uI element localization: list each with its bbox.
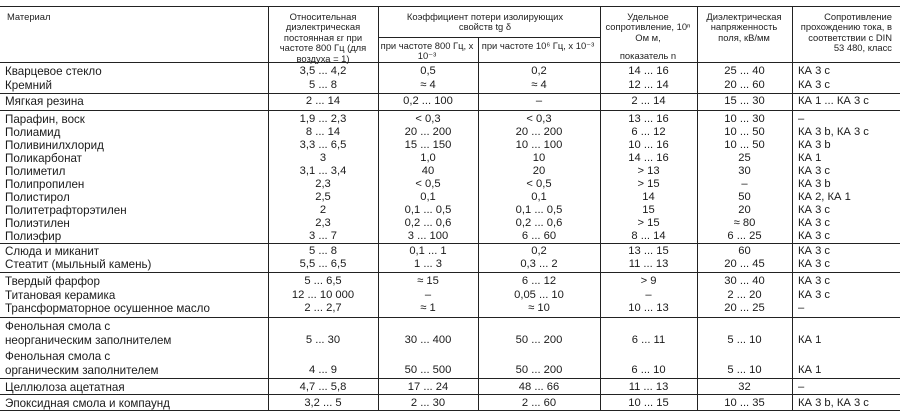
cell-loss1e6: 6 ... 60 xyxy=(521,230,557,242)
cell-strength: 60 xyxy=(738,245,751,257)
cell-permittivity: 3 ... 7 xyxy=(309,230,337,242)
cell-permittivity: 8 ... 14 xyxy=(305,126,341,138)
row-divider xyxy=(0,272,900,273)
cell-strength: 20 ... 45 xyxy=(724,258,765,270)
cell-material: Фенольная смола с xyxy=(5,350,111,363)
cell-resistivity: 12 ... 14 xyxy=(628,79,669,91)
cell-material: Парафин, воск xyxy=(5,113,85,126)
cell-permittivity: 3 xyxy=(319,152,327,164)
cell-resistivity: > 9 xyxy=(640,275,657,287)
cell-resistivity: 10 ... 15 xyxy=(628,397,669,409)
cell-loss1e6: 2 ... 60 xyxy=(521,397,557,409)
cell-material: Фенольная смола с xyxy=(5,320,111,333)
cell-material: Титановая керамика xyxy=(5,289,116,302)
cell-resistivity: – xyxy=(645,289,652,301)
cell-loss1e6: – xyxy=(535,95,543,107)
cell-strength: 20 ... 25 xyxy=(724,302,765,314)
cell-loss1e6: 20 xyxy=(532,165,546,177)
cell-loss1e6: 0,2 xyxy=(531,245,547,257)
cell-loss1e6: 20 ... 200 xyxy=(515,126,563,138)
cell-resistivity: 8 ... 14 xyxy=(631,230,666,242)
cell-loss800: – xyxy=(424,289,432,301)
cell-material: Мягкая резина xyxy=(5,95,84,108)
cell-strength: ≈ 80 xyxy=(733,217,756,229)
row-divider xyxy=(0,93,900,94)
cell-permittivity: 2 xyxy=(319,204,327,216)
cell-material: органическим заполнителем xyxy=(5,364,159,377)
cell-material: Слюда и миканит xyxy=(5,245,100,258)
cell-tracking: КА 1 xyxy=(798,334,822,346)
cell-material: Кварцевое стекло xyxy=(5,65,102,78)
column-divider xyxy=(378,6,379,410)
cell-loss800: 1 ... 3 xyxy=(414,258,442,270)
cell-tracking: КА 3 b, КА 3 с xyxy=(798,126,869,138)
column-divider xyxy=(697,6,698,410)
header-strength: Диэлектрическая напряженность поля, кВ/мм xyxy=(706,11,782,43)
cell-tracking: КА 2, КА 1 xyxy=(798,191,851,203)
cell-loss800: 0,1 ... 1 xyxy=(409,245,447,257)
cell-loss800: 50 ... 500 xyxy=(404,364,452,376)
cell-material: Полистирол xyxy=(5,191,70,204)
cell-tracking: КА 3 с xyxy=(798,230,831,242)
cell-strength: 6 ... 25 xyxy=(727,230,762,242)
cell-permittivity: 4,7 ... 5,8 xyxy=(299,381,347,393)
cell-loss800: 0,2 ... 0,6 xyxy=(404,217,452,229)
cell-strength: 15 ... 30 xyxy=(724,95,765,107)
cell-material: Полиэтилен xyxy=(5,217,70,230)
cell-strength: 20 ... 60 xyxy=(724,79,765,91)
cell-permittivity: 2,3 xyxy=(315,217,331,229)
cell-resistivity: 13 ... 16 xyxy=(628,113,669,125)
cell-loss1e6: 0,3 ... 2 xyxy=(520,258,558,270)
cell-permittivity: 3,1 ... 3,4 xyxy=(299,165,347,177)
cell-material: Полипропилен xyxy=(5,178,85,191)
cell-material: неорганическим заполнителем xyxy=(5,334,172,347)
cell-resistivity: 14 ... 16 xyxy=(628,65,669,77)
cell-material: Полиамид xyxy=(5,126,61,139)
cell-tracking: – xyxy=(798,381,805,393)
cell-loss800: 0,2 ... 100 xyxy=(403,95,453,107)
cell-strength: 20 xyxy=(738,204,751,216)
cell-loss1e6: 10 xyxy=(532,152,546,164)
cell-tracking: – xyxy=(798,113,805,125)
cell-loss800: 0,1 xyxy=(420,191,436,203)
cell-material: Трансформаторное осушенное масло xyxy=(5,302,210,315)
cell-loss1e6: 0,2 ... 0,6 xyxy=(515,217,563,229)
column-divider xyxy=(478,37,479,410)
cell-tracking: КА 1 ... КА 3 с xyxy=(798,95,869,107)
row-divider xyxy=(0,317,900,318)
cell-loss800: 20 ... 200 xyxy=(404,126,452,138)
cell-resistivity: 13 ... 15 xyxy=(628,245,669,257)
cell-permittivity: 2,3 xyxy=(315,178,331,190)
cell-loss1e6: 10 ... 100 xyxy=(515,139,563,151)
cell-tracking: КА 3 b xyxy=(798,139,831,151)
cell-loss800: 40 xyxy=(421,165,435,177)
cell-material: Поликарбонат xyxy=(5,152,82,165)
cell-loss800: 0,1 ... 0,5 xyxy=(404,204,452,216)
row-divider xyxy=(0,394,900,395)
cell-strength: 5 ... 10 xyxy=(727,364,762,376)
cell-resistivity: > 13 xyxy=(637,165,660,177)
cell-permittivity: 12 ... 10 000 xyxy=(291,289,355,301)
cell-loss1e6: 50 ... 200 xyxy=(515,364,563,376)
cell-resistivity: 11 ... 13 xyxy=(628,381,669,393)
cell-resistivity: > 15 xyxy=(637,178,660,190)
column-divider xyxy=(792,6,793,410)
header-resistivity-sub: показатель n xyxy=(619,50,677,61)
cell-resistivity: 2 ... 14 xyxy=(631,95,666,107)
cell-material: Целлюлоза ацетатная xyxy=(5,381,125,394)
cell-loss1e6: 0,1 ... 0,5 xyxy=(515,204,563,216)
cell-material: Полиметил xyxy=(5,165,66,178)
cell-tracking: КА 3 b xyxy=(798,178,831,190)
cell-loss800: ≈ 1 xyxy=(420,302,436,314)
cell-strength: 25 xyxy=(738,152,751,164)
cell-loss800: 1,0 xyxy=(420,152,436,164)
cell-loss1e6: < 0,3 xyxy=(526,113,552,125)
cell-strength: 2 ... 20 xyxy=(727,289,762,301)
cell-tracking: КА 3 с xyxy=(798,79,831,91)
cell-material: Полиэфир xyxy=(5,230,62,243)
cell-material: Стеатит (мыльный камень) xyxy=(5,258,152,271)
cell-permittivity: 5 ... 8 xyxy=(309,245,337,257)
header-permittivity: Относительная диэлектрическая постоянная εr при частоте 800 Гц (для воздуха = 1) xyxy=(279,11,367,64)
cell-loss800: ≈ 4 xyxy=(420,79,436,91)
cell-permittivity: 5,5 ... 6,5 xyxy=(299,258,347,270)
cell-loss800: 15 ... 150 xyxy=(404,139,452,151)
cell-strength: 50 xyxy=(738,191,751,203)
cell-strength: 10 ... 50 xyxy=(724,139,765,151)
cell-loss1e6: 50 ... 200 xyxy=(515,334,563,346)
cell-permittivity: 1,9 ... 2,3 xyxy=(299,113,347,125)
row-divider xyxy=(0,62,900,63)
cell-loss800: 0,5 xyxy=(420,65,436,77)
cell-strength: 32 xyxy=(738,381,751,393)
cell-material: Твердый фарфор xyxy=(5,275,100,288)
cell-permittivity: 2,5 xyxy=(315,191,331,203)
cell-tracking: КА 3 с xyxy=(798,289,831,301)
cell-loss800: 2 ... 30 xyxy=(410,397,446,409)
cell-material: Поливинилхлорид xyxy=(5,139,104,152)
header-loss-group: Коэффициент потери изолирующих свойств tg δ xyxy=(406,11,564,33)
cell-resistivity: 14 xyxy=(642,191,655,203)
header-tracking: Сопротивление прохождению тока, в соответствии с DIN 53 480, класс xyxy=(800,11,892,54)
cell-loss1e6: 0,1 xyxy=(531,191,547,203)
cell-permittivity: 3,5 ... 4,2 xyxy=(299,65,347,77)
cell-permittivity: 3,2 ... 5 xyxy=(304,397,342,409)
cell-material: Политетрафторэтилен xyxy=(5,204,127,217)
cell-resistivity: 10 ... 16 xyxy=(628,139,669,151)
cell-loss1e6: 0,05 ... 10 xyxy=(514,289,564,301)
cell-strength: 30 ... 40 xyxy=(724,275,765,287)
row-divider xyxy=(0,243,900,244)
cell-loss800: < 0,3 xyxy=(415,113,441,125)
cell-resistivity: 6 ... 11 xyxy=(631,334,666,346)
cell-strength: 5 ... 10 xyxy=(727,334,762,346)
cell-tracking: КА 1 xyxy=(798,364,822,376)
cell-permittivity: 2 ... 14 xyxy=(305,95,341,107)
cell-loss800: 17 ... 24 xyxy=(407,381,449,393)
row-divider xyxy=(378,37,600,38)
column-divider xyxy=(600,6,601,410)
row-divider xyxy=(0,110,900,111)
row-divider xyxy=(0,410,900,411)
cell-material: Кремний xyxy=(5,79,52,92)
cell-loss800: 30 ... 400 xyxy=(404,334,452,346)
cell-material: Эпоксидная смола и компаунд xyxy=(5,397,170,410)
cell-loss1e6: 0,2 xyxy=(531,65,547,77)
cell-tracking: КА 1 xyxy=(798,152,822,164)
cell-resistivity: 6 ... 12 xyxy=(631,126,666,138)
cell-resistivity: 15 xyxy=(642,204,655,216)
header-material: Материал xyxy=(7,11,51,22)
cell-permittivity: 5 ... 8 xyxy=(309,79,337,91)
cell-tracking: КА 3 с xyxy=(798,275,831,287)
cell-loss800: ≈ 15 xyxy=(417,275,439,287)
cell-tracking: КА 3 с xyxy=(798,165,831,177)
cell-loss1e6: ≈ 4 xyxy=(531,79,547,91)
cell-strength: 30 xyxy=(738,165,751,177)
cell-loss1e6: 48 ... 66 xyxy=(518,381,560,393)
column-divider xyxy=(268,6,269,410)
cell-permittivity: 3,3 ... 6,5 xyxy=(299,139,347,151)
header-resistivity: Удельное сопротивление, 10ⁿ Ом м, xyxy=(605,11,691,43)
cell-tracking: КА 3 с xyxy=(798,245,831,257)
cell-tracking: КА 3 b, КА 3 с xyxy=(798,397,869,409)
cell-permittivity: 2 ... 2,7 xyxy=(304,302,342,314)
cell-strength: 25 ... 40 xyxy=(724,65,765,77)
cell-tracking: КА 3 с xyxy=(798,65,831,77)
cell-loss1e6: 6 ... 12 xyxy=(521,275,557,287)
row-divider xyxy=(0,6,900,7)
row-divider xyxy=(0,378,900,379)
cell-resistivity: 14 ... 16 xyxy=(628,152,669,164)
cell-loss800: < 0,5 xyxy=(415,178,441,190)
header-loss-1e6: при частоте 10⁶ Гц, x 10⁻³ xyxy=(481,40,595,51)
cell-strength: 10 ... 30 xyxy=(724,113,765,125)
cell-resistivity: 10 ... 13 xyxy=(628,302,669,314)
cell-permittivity: 5 ... 30 xyxy=(305,334,341,346)
cell-tracking: КА 3 с xyxy=(798,258,831,270)
header-loss-800: при частоте 800 Гц, x 10⁻³ xyxy=(380,40,474,62)
cell-permittivity: 4 ... 9 xyxy=(309,364,337,376)
cell-strength: – xyxy=(741,178,748,190)
cell-strength: 10 ... 35 xyxy=(724,397,765,409)
cell-loss800: 3 ... 100 xyxy=(407,230,449,242)
cell-loss1e6: < 0,5 xyxy=(526,178,552,190)
cell-permittivity: 5 ... 6,5 xyxy=(304,275,342,287)
cell-resistivity: > 15 xyxy=(637,217,660,229)
cell-tracking: – xyxy=(798,302,805,314)
cell-loss1e6: ≈ 10 xyxy=(528,302,550,314)
cell-tracking: КА 3 с xyxy=(798,204,831,216)
cell-resistivity: 11 ... 13 xyxy=(628,258,669,270)
cell-tracking: КА 3 с xyxy=(798,217,831,229)
cell-resistivity: 6 ... 10 xyxy=(631,364,666,376)
cell-strength: 10 ... 50 xyxy=(724,126,765,138)
